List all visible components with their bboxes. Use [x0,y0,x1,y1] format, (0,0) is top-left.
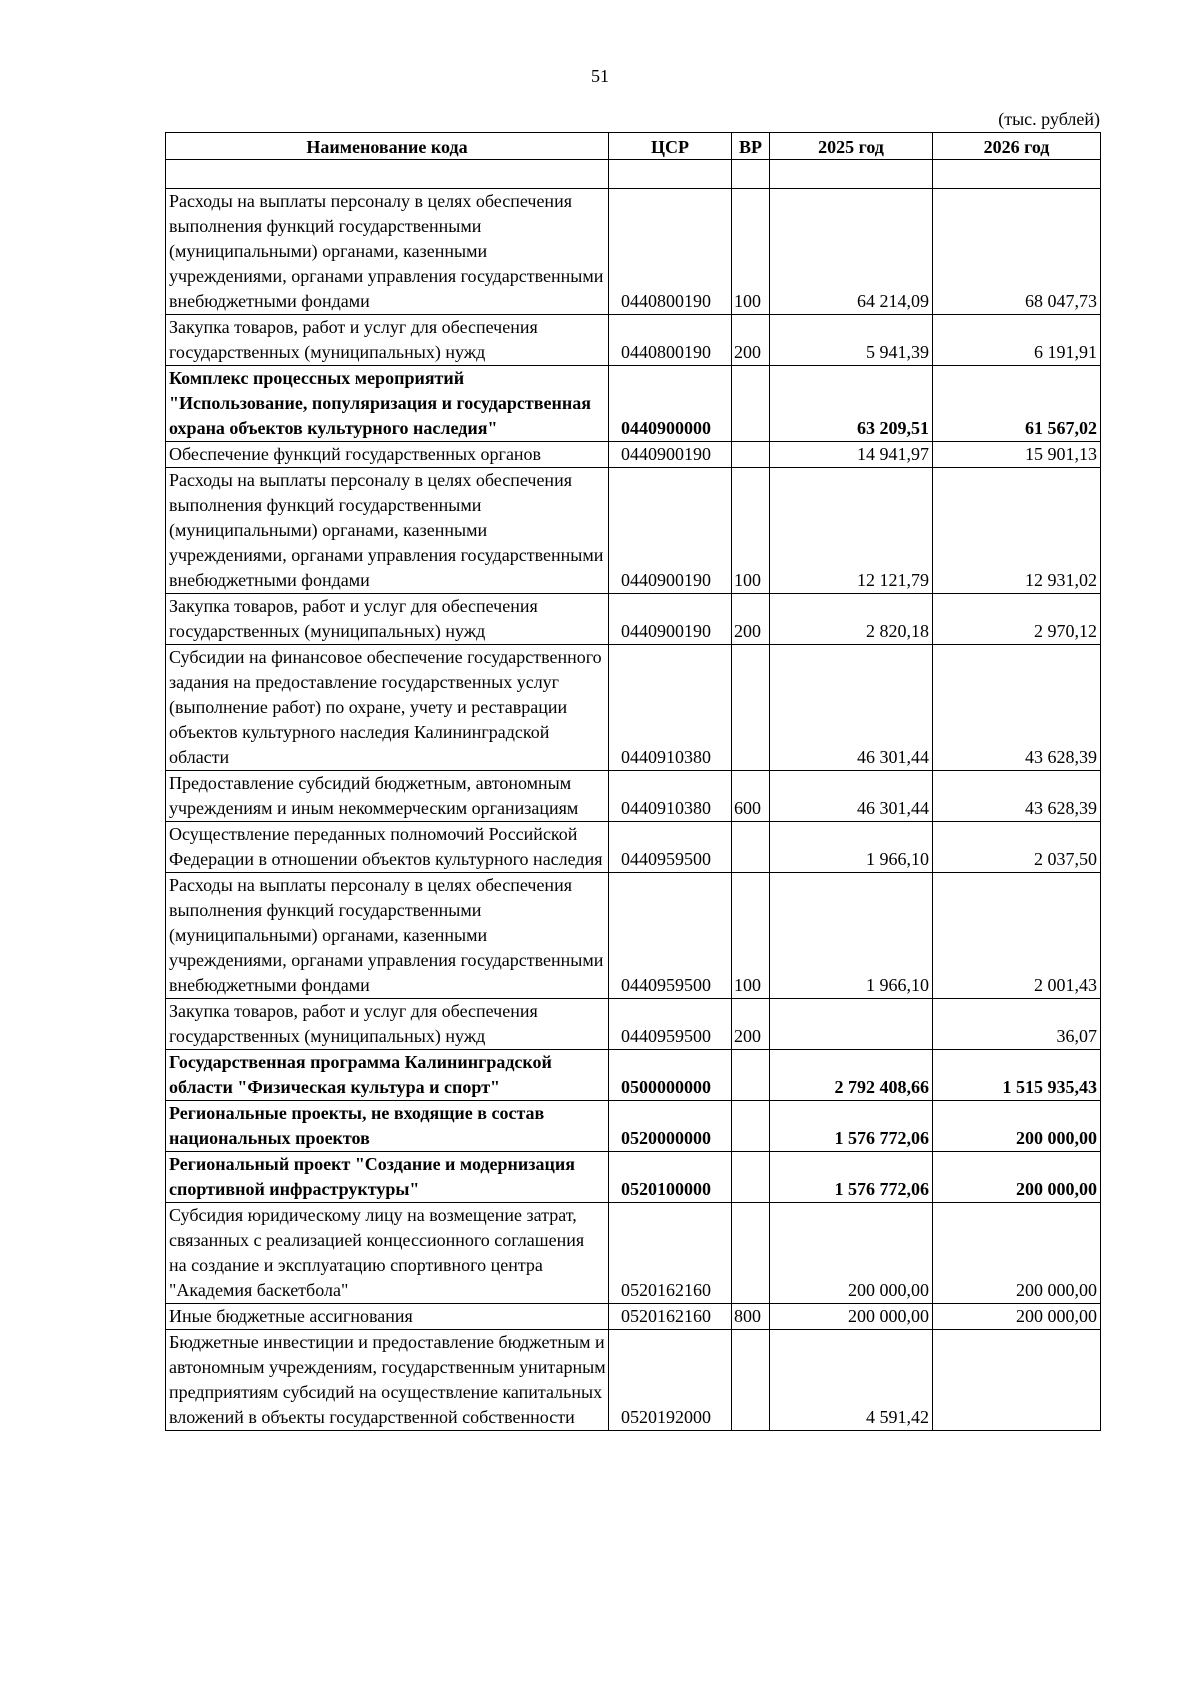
row-2026: 200 000,00 [933,1304,1101,1330]
row-name: Региональный проект "Создание и модернизация спортивной инфраструктуры" [166,1152,609,1203]
row-2025: 2 820,18 [770,594,933,645]
row-2025: 64 214,09 [770,189,933,315]
table-row [166,873,1101,999]
row-2026: 6 191,91 [933,315,1101,366]
row-csr: 0440959500 [609,999,732,1050]
row-2026: 43 628,39 [933,645,1101,771]
row-2025 [770,999,933,1050]
row-2025: 14 941,97 [770,442,933,468]
row-2026: 2 001,43 [933,873,1101,999]
row-name: Субсидии на финансовое обеспечение государственного задания на предоставление государственных услуг (выполнение работ) по охране, учету и реставрации объектов культурного наследия Калининградской области [166,645,609,771]
table-row [166,189,1101,315]
header-csr: ЦСР [609,133,732,160]
table-row [166,315,1101,366]
table-row [166,468,1101,594]
row-2026: 200 000,00 [933,1152,1101,1203]
table-row [166,771,1101,822]
row-vr [732,1050,770,1101]
table-row-subtotal [166,1152,1101,1203]
header-vr: ВР [732,133,770,160]
row-2025: 12 121,79 [770,468,933,594]
row-csr: 0440959500 [609,822,732,873]
row-csr: 0440800190 [609,315,732,366]
row-csr: 0440900000 [609,366,732,442]
row-name: Региональные проекты, не входящие в состав национальных проектов [166,1101,609,1152]
row-vr: 800 [732,1304,770,1330]
row-2025: 46 301,44 [770,771,933,822]
row-vr: 100 [732,189,770,315]
row-csr: 0440910380 [609,645,732,771]
row-vr [732,442,770,468]
row-name: Обеспечение функций государственных органов [166,442,609,468]
row-name: Иные бюджетные ассигнования [166,1304,609,1330]
header-2025: 2025 год [770,133,933,160]
row-vr [732,1101,770,1152]
row-vr: 200 [732,999,770,1050]
row-2026: 43 628,39 [933,771,1101,822]
row-2026: 68 047,73 [933,189,1101,315]
row-vr [732,366,770,442]
row-name: Бюджетные инвестиции и предоставление бюджетным и автономным учреждениям, государственным унитарным предприятиям субсидий на осуществление капитальных вложений в объекты государственной собственности [166,1330,609,1431]
header-name: Наименование кода [166,133,609,160]
row-csr: 0500000000 [609,1050,732,1101]
row-vr [732,1152,770,1203]
row-2025: 1 576 772,06 [770,1152,933,1203]
budget-table [165,132,1101,1431]
row-2026 [933,1330,1101,1431]
row-2026: 12 931,02 [933,468,1101,594]
row-2025: 4 591,42 [770,1330,933,1431]
row-name: Комплекс процессных мероприятий "Использование, популяризация и государственная охрана объектов культурного наследия" [166,366,609,442]
row-2025: 1 966,10 [770,822,933,873]
row-csr: 0520000000 [609,1101,732,1152]
table-row [166,1330,1101,1431]
row-vr: 200 [732,315,770,366]
table-row-subtotal [166,366,1101,442]
row-2025: 1 966,10 [770,873,933,999]
row-csr: 0440900190 [609,442,732,468]
row-name: Закупка товаров, работ и услуг для обеспечения государственных (муниципальных) нужд [166,315,609,366]
row-2026: 200 000,00 [933,1203,1101,1304]
table-row-subtotal [166,1101,1101,1152]
row-vr [732,822,770,873]
row-name: Государственная программа Калининградской области "Физическая культура и спорт" [166,1050,609,1101]
table-row [166,594,1101,645]
table-header-row [166,133,1101,160]
table-row [166,822,1101,873]
row-name: Субсидия юридическому лицу на возмещение затрат, связанных с реализацией концессионного соглашения на создание и эксплуатацию спортивного центра "Академия баскетбола" [166,1203,609,1304]
page-number: 51 [591,66,609,86]
row-vr: 600 [732,771,770,822]
units-label: (тыс. рублей) [998,109,1100,129]
row-csr: 0440900190 [609,468,732,594]
row-2026: 200 000,00 [933,1101,1101,1152]
row-name: Предоставление субсидий бюджетным, автономным учреждениям и иным некоммерческим организациям [166,771,609,822]
table-row [166,999,1101,1050]
table-row [166,1203,1101,1304]
row-vr [732,1330,770,1431]
row-2025: 200 000,00 [770,1304,933,1330]
header-2026: 2026 год [933,133,1101,160]
table-row-subtotal [166,1050,1101,1101]
row-name: Расходы на выплаты персоналу в целях обеспечения выполнения функций государственными (муниципальными) органами, казенными учреждениями, органами управления государственными внебюджетными фондами [166,468,609,594]
table-row [166,1304,1101,1330]
row-csr: 0520162160 [609,1203,732,1304]
row-name: Расходы на выплаты персоналу в целях обеспечения выполнения функций государственными (муниципальными) органами, казенными учреждениями, органами управления государственными внебюджетными фондами [166,873,609,999]
row-vr [732,1203,770,1304]
row-vr [732,645,770,771]
row-csr: 0440800190 [609,189,732,315]
row-csr: 0520192000 [609,1330,732,1431]
table-row [166,442,1101,468]
row-2026: 2 037,50 [933,822,1101,873]
row-2026: 1 515 935,43 [933,1050,1101,1101]
table-row [166,645,1101,771]
row-vr: 200 [732,594,770,645]
row-name: Осуществление переданных полномочий Российской Федерации в отношении объектов культурного наследия [166,822,609,873]
row-csr: 0520100000 [609,1152,732,1203]
row-vr: 100 [732,468,770,594]
row-name: Закупка товаров, работ и услуг для обеспечения государственных (муниципальных) нужд [166,594,609,645]
row-csr: 0440910380 [609,771,732,822]
row-vr: 100 [732,873,770,999]
row-2026: 36,07 [933,999,1101,1050]
row-2026: 61 567,02 [933,366,1101,442]
row-2025: 63 209,51 [770,366,933,442]
row-2026: 2 970,12 [933,594,1101,645]
row-2025: 2 792 408,66 [770,1050,933,1101]
row-2025: 5 941,39 [770,315,933,366]
row-csr: 0520162160 [609,1304,732,1330]
row-csr: 0440900190 [609,594,732,645]
spacer-row [166,160,1101,189]
row-2025: 200 000,00 [770,1203,933,1304]
row-2026: 15 901,13 [933,442,1101,468]
row-csr: 0440959500 [609,873,732,999]
row-2025: 46 301,44 [770,645,933,771]
row-name: Расходы на выплаты персоналу в целях обеспечения выполнения функций государственными (муниципальными) органами, казенными учреждениями, органами управления государственными внебюджетными фондами [166,189,609,315]
row-name: Закупка товаров, работ и услуг для обеспечения государственных (муниципальных) нужд [166,999,609,1050]
row-2025: 1 576 772,06 [770,1101,933,1152]
